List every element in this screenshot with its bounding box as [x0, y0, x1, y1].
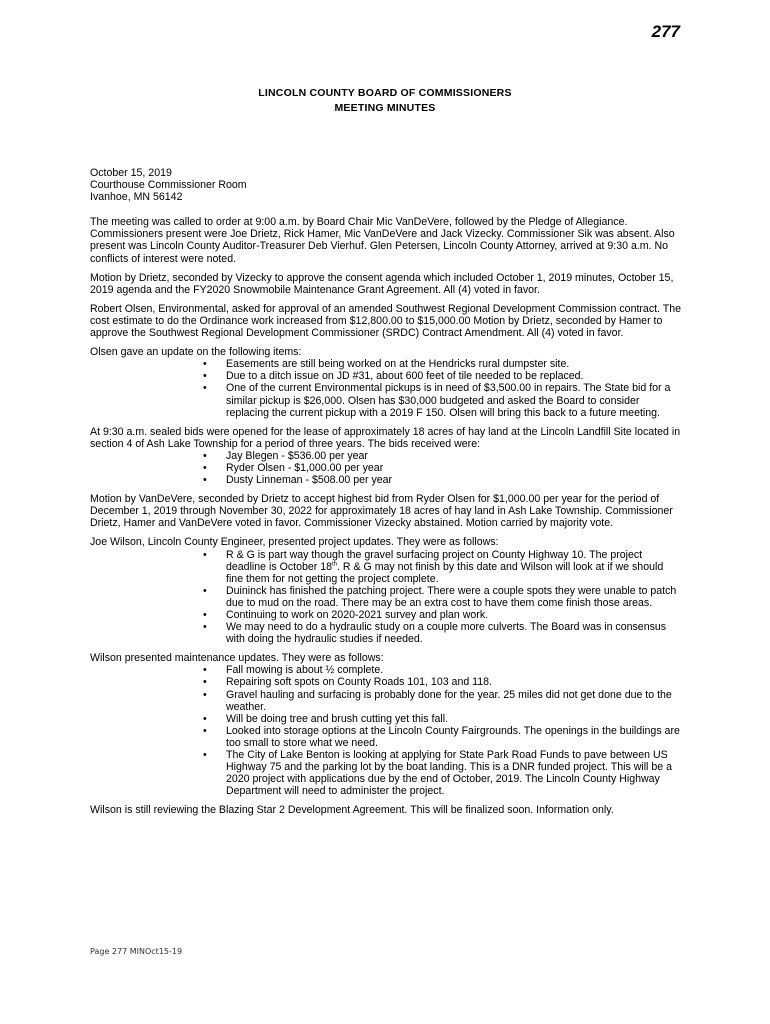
list-item: • Gravel hauling and surfacing is probably done for the year. 25 miles did not get done due to the weather.: [226, 689, 682, 713]
list-item: • Fall mowing is about ½ complete.: [226, 664, 682, 676]
document-header: [0, 86, 770, 116]
list-item: • Ryder Olsen - $1,000.00 per year: [226, 462, 682, 474]
paragraph-call-to-order: The meeting was called to order at 9:00 a.m. by Board Chair Mic VanDeVere, followed by the Pledge of Allegiance. Commissioners present were Joe Drietz, Rick Hamer, Mic VanDeVere and Jack Vizecky. Commissioner Sik was absent. Also present was Lincoln County Auditor-Treasurer Deb Vierhuf. Glen Petersen, Lincoln County Attorney, arrived at 9:30 a.m. No conflicts of interest were noted.: [90, 216, 675, 265]
meeting-location: Courthouse Commissioner Room: [90, 179, 247, 192]
list-item: • Due to a ditch issue on JD #31, about 600 feet of tile needed to be replaced.: [226, 370, 682, 382]
list-item: • R & G is part way though the gravel surfacing project on County Highway 10. The project deadline is October 18th. R & G may not finish by this date and Wilson will look at if we should fine them for not getting the project complete.: [226, 549, 682, 585]
paragraph-wilson-intro: Joe Wilson, Lincoln County Engineer, presented project updates. They were as follows:: [90, 536, 499, 549]
paragraph-consent-agenda: Motion by Drietz, seconded by Vizecky to approve the consent agenda which included October 1, 2019 minutes, October 15, 2019 agenda and the FY2020 Snowmobile Maintenance Grant Agreement. All (4) voted in favor.: [90, 271, 674, 296]
page-number: 277: [651, 22, 680, 41]
project-updates-list: [90, 549, 682, 646]
list-item: • The City of Lake Benton is looking at applying for State Park Road Funds to pave between US Highway 75 and the parking lot by the boat landing. This is a DNR funded project. This will be a 2020 project with applications due by the end of October, 2019. The Lincoln County Highway Department will need to administer the project.: [226, 749, 682, 797]
document-title: LINCOLN COUNTY BOARD OF COMMISSIONERS: [258, 87, 512, 99]
paragraph-srdc-contract: Robert Olsen, Environmental, asked for approval of an amended Southwest Regional Development Commission contract. The cost estimate to do the Ordinance work increased from $12,800.00 to $15,000.00 Motion by Drietz, seconded by Hamer to approve the Southwest Regional Development Commissioner (SRDC) Contract Amendment. All (4) voted in favor.: [90, 302, 682, 340]
list-item: • Duininck has finished the patching project. There were a couple spots they were unable to patch due to mud on the road. There may be an extra cost to have them come finish those areas.: [226, 585, 682, 609]
paragraph-maintenance-intro: Wilson presented maintenance updates. They were as follows:: [90, 652, 384, 665]
paragraph-olsen-intro: Olsen gave an update on the following items:: [90, 346, 302, 359]
page-footer: Page 277 MINOct15-19: [90, 947, 183, 956]
meeting-city: Ivanhoe, MN 56142: [90, 191, 183, 204]
paragraph-blazing-star: Wilson is still reviewing the Blazing Star 2 Development Agreement. This will be finalized soon. Information only.: [90, 804, 614, 817]
olsen-update-list: [90, 358, 682, 418]
paragraph-sealed-bids: At 9:30 a.m. sealed bids were opened for the lease of approximately 18 acres of hay land at the Lincoln Landfill Site located in section 4 of Ash Lake Township for a period of three years. The bids received were:: [90, 425, 681, 450]
list-item: • Will be doing tree and brush cutting yet this fall.: [226, 713, 682, 725]
list-item: • Looked into storage options at the Lincoln County Fairgrounds. The openings in the buildings are too small to store what we need.: [226, 725, 682, 749]
document-subtitle: MEETING MINUTES: [334, 102, 436, 114]
meeting-date: October 15, 2019: [90, 167, 172, 179]
list-item: • Easements are still being worked on at the Hendricks rural dumpster site.: [226, 358, 682, 370]
list-item: • Repairing soft spots on County Roads 101, 103 and 118.: [226, 676, 682, 688]
list-item: • Continuing to work on 2020-2021 survey and plan work.: [226, 609, 682, 621]
minutes-body: [90, 154, 682, 824]
list-item: • Dusty Linneman - $508.00 per year: [226, 474, 682, 486]
maintenance-updates-list: [90, 664, 682, 797]
list-item: • One of the current Environmental pickups is in need of $3,500.00 in repairs. The State bid for a similar pickup is $26,000. Olsen has $30,000 budgeted and asked the Board to consider replacing the current pickup with a 2019 F 150. Olsen will bring this back to a future meeting.: [226, 382, 682, 418]
list-item: • We may need to do a hydraulic study on a couple more culverts. The Board was in consensus with doing the hydraulic studies if needed.: [226, 621, 682, 645]
paragraph-hay-land-motion: Motion by VanDeVere, seconded by Drietz to accept highest bid from Ryder Olsen for $1,000.00 per year for the period of December 1, 2019 through November 30, 2022 for approximately 18 acres of hay land in Ash Lake Township. Commissioner Drietz, Hamer and VanDeVere voted in favor. Commissioner Vizecky abstained. Motion carried by majority vote.: [90, 493, 673, 530]
list-item: • Jay Blegen - $536.00 per year: [226, 450, 682, 462]
bids-list: [90, 450, 682, 486]
